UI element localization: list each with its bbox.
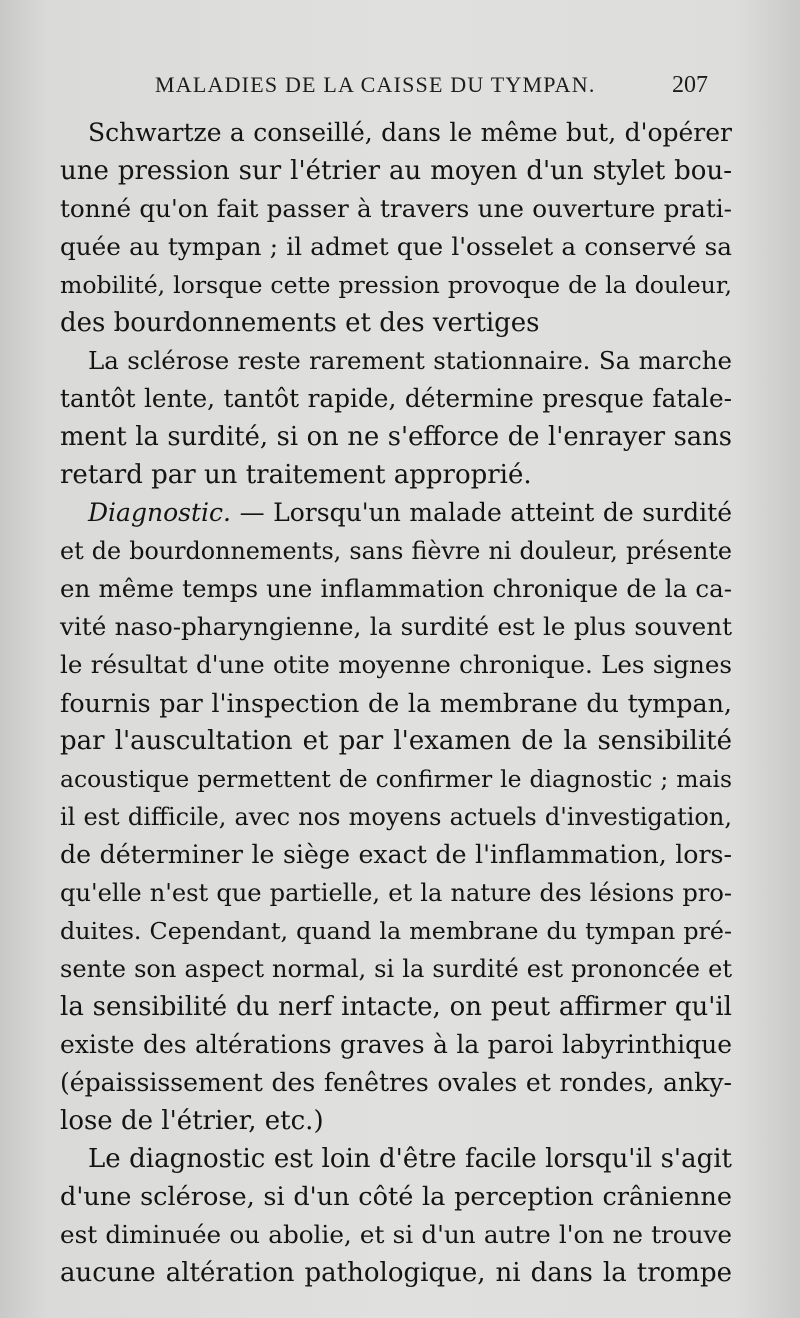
text-line: (épaississement des fenêtres ovales et rondes, anky-	[60, 1068, 732, 1097]
text-line: tantôt lente, tantôt rapide, détermine presque fatale-	[60, 384, 732, 413]
text-line: par l'auscultation et par l'examen de la sensibilité	[60, 726, 732, 756]
text-line	[60, 494, 732, 532]
text-line: tonné qu'on fait passer à travers une ouverture prati-	[60, 194, 732, 223]
page-header	[0, 72, 800, 108]
text-line: il est difficile, avec nos moyens actuels d'investigation,	[60, 803, 732, 831]
text-line: mobilité, lorsque cette pression provoque de la douleur,	[60, 271, 732, 299]
text-run: — Lorsqu'un malade atteint de surdité	[231, 498, 732, 527]
running-title: MALADIES DE LA CAISSE DU TYMPAN.	[155, 72, 596, 97]
text-line: vité naso-pharyngienne, la surdité est le plus souvent	[60, 612, 732, 641]
text-line: des bourdonnements et des vertiges	[60, 308, 540, 338]
text-line: d'une sclérose, si d'un côté la perception crânienne	[60, 1182, 732, 1212]
text-line: Le diagnostic est loin d'être facile lorsqu'il s'agit	[88, 1144, 732, 1174]
text-line: et de bourdonnements, sans fièvre ni douleur, présente	[60, 537, 732, 565]
text-line: qu'elle n'est que partielle, et la nature des lésions pro-	[60, 879, 732, 907]
section-heading: Diagnostic.	[88, 498, 232, 527]
body-text	[60, 114, 732, 1292]
text-line: ment la surdité, si on ne s'efforce de l'enrayer sans	[60, 422, 732, 452]
text-line: existe des altérations graves à la paroi labyrinthique	[60, 1030, 732, 1059]
text-line: sente son aspect normal, si la surdité est prononcée et	[60, 955, 732, 983]
text-line: est diminuée ou abolie, et si d'un autre l'on ne trouve	[60, 1220, 732, 1249]
text-line: acoustique permettent de confirmer le diagnostic ; mais	[60, 765, 732, 793]
text-line: retard par un traitement approprié.	[60, 460, 532, 490]
text-line: Schwartze a conseillé, dans le même but, d'opérer	[88, 118, 732, 147]
page-number: 207	[672, 72, 708, 98]
text-line: une pression sur l'étrier au moyen d'un stylet bou-	[60, 156, 732, 186]
text-line: de déterminer le siège exact de l'inflammation, lors-	[60, 840, 732, 869]
text-line: la sensibilité du nerf intacte, on peut affirmer qu'il	[60, 992, 732, 1022]
text-line: fournis par l'inspection de la membrane du tympan,	[60, 688, 732, 718]
text-line: en même temps une inflammation chronique de la ca-	[60, 574, 732, 603]
text-line: quée au tympan ; il admet que l'osselet a conservé sa	[60, 232, 732, 261]
text-line: La sclérose reste rarement stationnaire. Sa marche	[88, 346, 732, 375]
text-line: lose de l'étrier, etc.)	[60, 1106, 324, 1136]
text-line: le résultat d'une otite moyenne chronique. Les signes	[60, 650, 732, 679]
text-line: duites. Cependant, quand la membrane du tympan pré-	[60, 917, 732, 945]
text-line: aucune altération pathologique, ni dans la trompe	[60, 1258, 732, 1288]
